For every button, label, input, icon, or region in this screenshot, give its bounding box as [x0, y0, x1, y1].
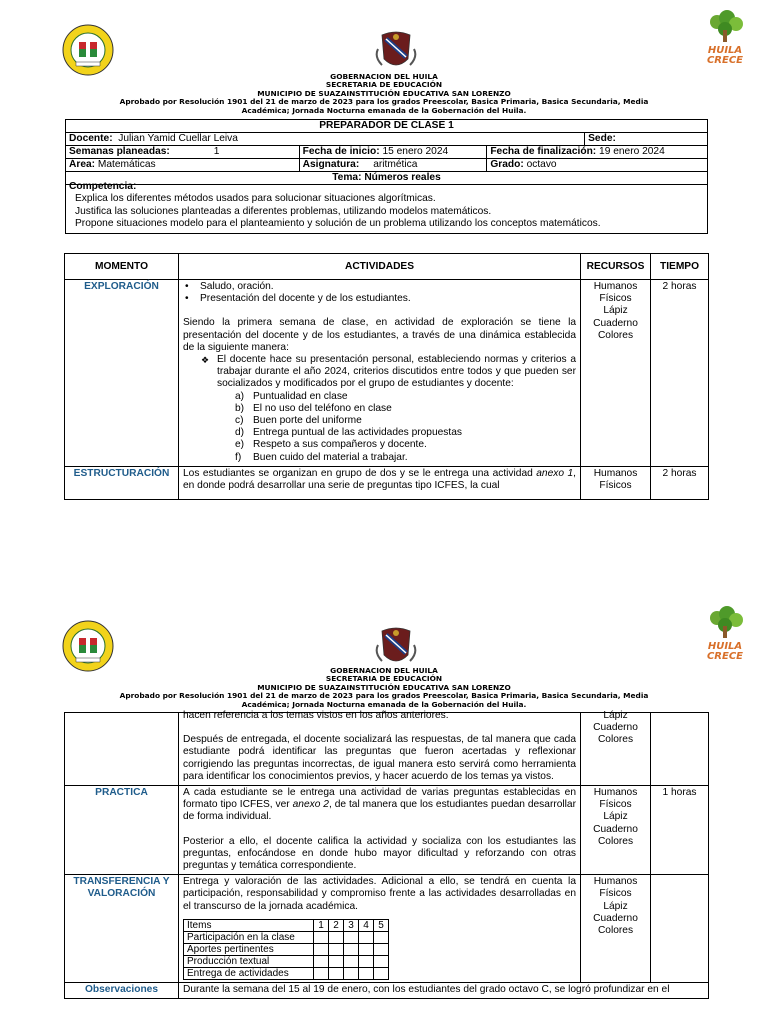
recursos-practica: Humanos Físicos Lápiz Cuaderno Colores — [581, 786, 651, 875]
header-line-2: SECRETARIA DE EDUCACIÓN — [325, 80, 443, 90]
table-row — [65, 466, 709, 499]
paragraph: Siendo la primera semana de clase, en actividad de exploración se tiene la presentación del docente y de los estudiantes, a través de una dinámica establecida de la siguiente manera: — [183, 317, 576, 353]
recursos-estructuracion: Humanos Físicos — [581, 466, 651, 499]
momento-practica: PRACTICA — [65, 786, 179, 875]
header-tiempo: TIEMPO — [651, 254, 709, 280]
competencia-line: Propone situaciones modelo para el planteamiento y solución de un problema utilizando los conceptos matemáticos. — [75, 218, 601, 230]
page-2 — [0, 596, 768, 1024]
momento-observaciones: Observaciones — [65, 982, 179, 998]
table-row — [65, 786, 709, 875]
header-line-1: GOBERNACION DEL HUILA — [330, 666, 438, 675]
table-row — [65, 982, 709, 998]
activities-table-continued — [64, 712, 709, 999]
actividades-estructuracion: Los estudiantes se organizan en grupo de dos y se le entrega una actividad anexo 1, en donde podrá desarrollar una serie de preguntas tipo ICFES, la cual — [179, 466, 581, 499]
tema-cell: Tema: Números reales — [66, 172, 708, 185]
grado-cell: Grado: octavo — [487, 159, 708, 172]
sede-cell: Sede: — [585, 133, 708, 146]
tiempo-empty — [651, 713, 709, 786]
table-row — [65, 280, 709, 467]
observaciones-text: Durante la semana del 15 al 19 de enero, con los estudiantes del grado octavo C, se logró profundizar en el — [179, 982, 709, 998]
list-item: b) El no uso del teléfono en clase — [235, 402, 392, 414]
tiempo-estructuracion: 2 horas — [651, 466, 709, 499]
area-cell: Área: Matemáticas — [66, 159, 300, 172]
competencia-line: Explica los diferentes métodos usados para solucionar situaciones algorítmicas. — [75, 193, 436, 205]
header-recursos: RECURSOS — [581, 254, 651, 280]
header-line-5: Académica; Jornada Nocturna emanada de la Gobernación del Huila. — [241, 105, 527, 115]
list-item: e) Respeto a sus compañeros y docente. — [235, 439, 427, 451]
momento-empty — [65, 713, 179, 786]
recursos-exploracion: Humanos Físicos Lápiz Cuaderno Colores — [581, 280, 651, 467]
list-item: • Presentación del docente y de los estudiantes. — [183, 293, 576, 305]
tiempo-practica: 1 horas — [651, 786, 709, 875]
momento-transferencia: TRANSFERENCIA Y VALORACIÓN — [65, 875, 179, 983]
evaluation-items-table: Ítems 1 2 3 4 5 Participación en la clase Aportes pertinentes Producción textual Entrega de actividades — [183, 919, 389, 980]
competencia-box — [65, 181, 708, 234]
department-coat-of-arms — [374, 625, 418, 669]
list-item: f) Buen cuido del material a trabajar. — [235, 451, 408, 463]
asignatura-cell: Asignatura: aritmética — [299, 159, 487, 172]
svg-text:HUILA: HUILA — [707, 45, 743, 56]
competencia-label: Competencia: — [69, 181, 137, 192]
department-coat-of-arms — [374, 29, 418, 73]
list-item: a) Puntualidad en clase — [235, 390, 348, 402]
school-crest-logo — [62, 620, 114, 672]
svg-text:HUILA: HUILA — [707, 641, 743, 652]
table-row — [65, 875, 709, 983]
header-line-5: Académica; Jornada Nocturna emanada de la Gobernación del Huila. — [241, 699, 527, 709]
header-line-3: MUNICIPIO DE SUAZAINSTITUCIÓN EDUCATIVA SAN LORENZO — [257, 682, 511, 692]
recursos-continuation: Lápiz Cuaderno Colores — [581, 713, 651, 786]
document-header — [80, 667, 688, 709]
header-momento: MOMENTO — [65, 254, 179, 280]
header-actividades: ACTIVIDADES — [179, 254, 581, 280]
header-line-2: SECRETARIA DE EDUCACIÓN — [325, 674, 443, 684]
docente-cell: Docente: Julian Yamid Cuellar Leiva — [66, 133, 585, 146]
actividades-practica: A cada estudiante se le entrega una actividad de varias preguntas establecidas en formato tipo ICFES, ver anexo 2, de tal manera que los estudiantes puedan desarrollar de forma individual. Posterior a ello, el docente califica la actividad y socializa con los estudiantes las preguntas, enfocándose en donde hubo mayor dificultad y reforzando con otras preguntas y temática correspondiente. — [179, 786, 581, 875]
tiempo-transferencia — [651, 875, 709, 983]
momento-estructuracion: ESTRUCTURACIÓN — [65, 466, 179, 499]
huila-crece-logo — [703, 606, 747, 666]
school-crest-logo — [62, 24, 114, 76]
class-info-table — [65, 119, 708, 185]
list-item: • Saludo, oración. — [183, 281, 576, 293]
semanas-cell: Semanas planeadas: 1 — [66, 146, 300, 159]
fecha-inicio-cell: Fecha de inicio: 15 enero 2024 — [299, 146, 487, 159]
header-line-4: Aprobado por Resolución 1901 del 21 de marzo de 2023 para los grados Preescolar, Basica Primaria, Basica Secundaria, Media — [119, 691, 649, 701]
fecha-fin-cell: Fecha de finalización: 19 enero 2024 — [487, 146, 708, 159]
diamond-item: ❖ El docente hace su presentación personal, estableciendo normas y criterios a trabajar durante el año 2024, criterios discutidos entre todos y que pueden ser socializados y modificados por el grupo de estudiantes y docente: — [183, 354, 576, 391]
huila-crece-logo — [703, 10, 747, 70]
actividades-exploracion — [179, 280, 581, 467]
actividades-transferencia: Entrega y valoración de las actividades. Adicional a ello, se tendrá en cuenta la participación, responsabilidad y compromiso frente a las actividades desarrolladas en el transcurso de la jornada académica. Ítems 1 2 3 4 5 Participación en la clase Aportes pertinentes Producción textual Entrega de actividades — [179, 875, 581, 983]
actividades-continuation: hacen referencia a los temas vistos en los años anteriores. Después de entregada, el docente socializará las respuestas, de tal manera que cada estudiante podrá identificar las preguntas que fueron acertadas y reflexionar corrigiendo las preguntas incorrectas, de igual manera esto servirá como herramienta para identificar los conocimientos previos, y hacer acuerdo de los temas ya vistos. — [179, 713, 581, 786]
document-header — [80, 73, 688, 115]
activities-table — [64, 253, 709, 500]
preparador-title: PREPARADOR DE CLASE 1 — [66, 120, 708, 133]
svg-text:CRECE: CRECE — [706, 55, 744, 66]
page-gap — [0, 512, 768, 596]
header-line-1: GOBERNACION DEL HUILA — [330, 72, 438, 81]
recursos-transferencia: Humanos Físicos Lápiz Cuaderno Colores — [581, 875, 651, 983]
tiempo-exploracion: 2 horas — [651, 280, 709, 467]
header-line-4: Aprobado por Resolución 1901 del 21 de marzo de 2023 para los grados Preescolar, Basica Primaria, Basica Secundaria, Media — [119, 97, 649, 107]
list-item: d) Entrega puntual de las actividades propuestas — [235, 427, 462, 439]
list-item: c) Buen porte del uniforme — [235, 415, 362, 427]
svg-text:CRECE: CRECE — [706, 651, 744, 662]
competencia-line: Justifica las soluciones planteadas a diferentes problemas, utilizando modelos matemáticos. — [75, 205, 492, 217]
momento-exploracion: EXPLORACIÓN — [65, 280, 179, 467]
table-row — [65, 713, 709, 786]
header-line-3: MUNICIPIO DE SUAZAINSTITUCIÓN EDUCATIVA SAN LORENZO — [257, 88, 511, 98]
